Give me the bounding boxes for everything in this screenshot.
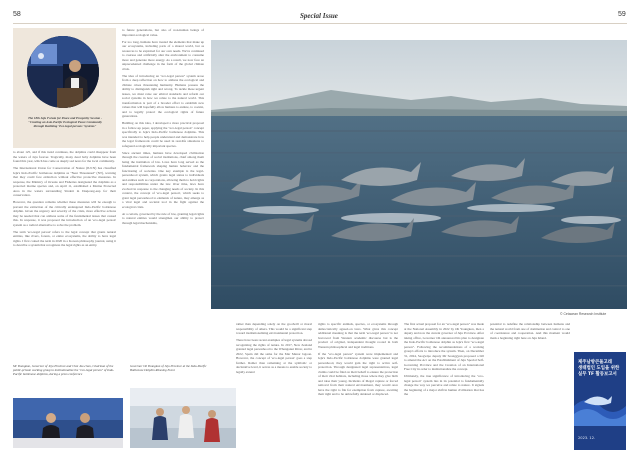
release-event-illustration (130, 388, 236, 448)
paragraph: Building on this idea, I developed a more practical proposal in a follow-up paper, applying the "eco-legal person" concept specifically to Jeju's Indo-Pacific bottlenose dolphins. This was intended to help people understand and demonstrate how the legal framework could be used in real-life situations to safeguard ecologically important species. (122, 121, 204, 148)
dolphin-pod-illustration (211, 40, 627, 309)
paragraph: The first actual proposal for an "eco-legal person" was made at the National Assembly in 2022 by Oh Youngkon, then a deputy and now the current governor of Jeju Province. After taking office, Governor Oh announced his plan to designate the Indo-Pacific bottlenose dolphin as Jeju's first "eco-legal person". Following the recommendations of a working group's efforts to introduce the system. Then, on December 31, 2024, Seogwipo deputy Mr Seonggyun proposed a bill to amend the Act on the Establishment of Jeju Special Self-Governing Province and the Creation of an International Free City in order to institutionalize the concept. (404, 322, 484, 371)
book-title-line: 제주남방큰돌고래 (578, 360, 612, 365)
book-title-line: 생태법인 도입을 위한 (578, 366, 620, 371)
paragraph: The idea of introducing an "eco-legal person" system arose from a deep reflection on how to address the ecological and climate crises threatening humanity. Humans possess the ability to distinguish right and wrong. To tackle these urgent issues, we must raise our ethical standards and reform our social systems in how we relate to the natural world. This transformation is part of a broader effort to establish new values that will hopefully allow humans to endure, to coexist, and to legally protect the ecological rights of future generations. (122, 73, 204, 118)
paragraph: potential to redefine the relationship between humans and the natural world from one of domination and control to one of coexistence and cooperation. And this moment would mark a beginning right here on Jeju Island. (490, 322, 570, 340)
text-column-4 (318, 322, 398, 450)
book-title-line: 실무 TF 활동보고서 (578, 372, 617, 377)
paragraph: to future generations, but also of non-human beings of important ecological value. (122, 28, 204, 37)
paragraph: Since ancient times, humans have developed civilization through the creation of social institutions, chief among them being the institution of law. Laws have long served as the fundamental framework shaping human behavior and the functioning of societies. One key example is the legal-personhood system, which grants legal status to individuals and entities such as corporations, allowing them to hold rights and responsibilities under the law. Over time, laws have evolved in response to the changing needs of society. In this context, the concept of 'eco-legal person', which seeks to grant legal personhood to elements of nature, may emerge as a vital legal and societal tool in the fight against the ecological crisis. (122, 150, 204, 209)
release-caption: Governor Oh Youngkon of Jeju Province at the Indo-Pacific Bottlenose Dolphin Rleasing Event (130, 364, 207, 373)
section-title: Special Issue (300, 12, 338, 20)
portrait-caption: The 18th Jeju Forum for Peace and Prosperity Session - "Creating an Asia-Pacific Ecological Peace Community through Realizing 'Eco-legal persons' Systems" (27, 116, 103, 129)
report-book-cover (574, 352, 626, 450)
book-cover-wave-icon (574, 386, 626, 426)
page-number-left: 58 (13, 11, 21, 18)
text-column-2 (122, 28, 204, 315)
speaker-illustration (27, 36, 99, 108)
text-column-5 (404, 322, 484, 450)
paragraph: However, the question remains whether these measures will be enough to prevent the extinction of the critically endangered Indo-Pacific bottlenose dolphin. Given the urgency and severity of the crisis, more effective actions may be needed that can address some of the fundamental issues that caused this. In response, it was proposed the introduction of an 'eco-legal person' system as a radical alternative to solve the problem. (13, 200, 116, 227)
paragraph: If the "eco-legal person" system were implemented and Jeju's Indo-Pacific bottlenose dolphins were granted legal personhood, they would gain the right to active self-protection. Through designated legal representatives, legal claims could be filed on their behalf to ensure the protection of their vital habitats, including those where they give birth and raise their young. Incidents of illegal capture or forced removal from their natural environment, they would once have the right to file for exemption from capture, awaiting their right and to be unlawfully detained or displaced. (318, 351, 398, 396)
paragraph: Ultimately, the true significance of introducing the "eco-legal person" system lies in its potential to fundamentally change the way we perceive and relate to nature. It signals the beginning of a major shift in human civilization that has the (404, 374, 484, 396)
header-rule (13, 23, 627, 24)
press-conference-photo (13, 398, 123, 448)
text-column-6 (490, 322, 570, 362)
paragraph: For too long, humans have treated the elements that make up our ecosystems, including parts of a shared world, but as resources to be exploited for our own needs. We've continued to overuse and artificially alter the environment to consume more and generate more energy. As a result, we now face an unprecedented challenge in the form of the global climate crisis. (122, 39, 204, 71)
book-title (578, 360, 622, 378)
paragraph: to about 125, and if this trend continues, the dolphins could disappear from the waters of Jeju forever. Tragically, many dead baby dolphins have been found this year, which has come as deeply sad news for the local community. (13, 150, 116, 163)
speaker-photo (27, 36, 99, 108)
portrait-box (13, 28, 116, 148)
text-column-3 (236, 322, 312, 450)
photo-credit: © Cetacean Research Institute (560, 312, 607, 316)
book-date: 2023. 12. (578, 436, 596, 440)
press-conference-illustration (13, 398, 123, 448)
paragraph: The term 'eco-legal person' refers to the legal concept that grants natural entities, like rivers, forests, or entire ecosystems, the ability to have legal rights. I first coined the term in 2020 in a Korean philosophy journal, using it to describe a system that recognizes the legal rights as an entity. (13, 229, 116, 247)
paragraph: rights to specific animals, species, or ecosystems through democratically agreed-on laws. What gives this concept additional meaning is that the term 'eco-legal person' is not borrowed from Western academic discourse but is the product of original, independent thought rooted in both Western philosophical and legal traditions. (318, 322, 398, 349)
paragraph: At a certain, governed by the rule of law, granting legal rights to natural entities would strengthen our ability to protect through legal mechanisms, (122, 211, 204, 225)
paragraph: The International Union for Conservation of Nature (IUCN) has classified Jeju's Indo-Pacific bottlenose dolphins as "Near Threatened" (NT), warning that they could face extinction without effective protective measures. In response, the Ministry of Oceans and Fisheries designated the dolphins as a protected marine species and, on April 11, established a Marine Protected Area in the waters surrounding Sinderi in Daejeong-eup for their conservation. (13, 166, 116, 197)
text-column-1 (13, 150, 116, 315)
release-event-photo (130, 388, 236, 448)
forum-caption: Mr Youngkon, Governor of Jeju Province and Choi Jae-chun, Chairman of the public-private working group to institutionalize the "eco-legal person" of Indo-Pacific bottlenose dolphins, during a press conference (13, 364, 115, 377)
dolphin-photo (211, 40, 627, 309)
page-number-right: 59 (618, 11, 626, 18)
paragraph: rather than depending solely on the goodwill or moral responsibility of others. This would be a significant step toward institutionalizing environmental protection. (236, 322, 312, 335)
paragraph: There have been recent examples of legal systems abroad recognizing the rights of nature. In 2017, New Zealand granted legal personhood to the Whanganui River, and in 2022, Spain did the same for the Mar Menor lagoon. However, the concept of 'eco-legal person' goes a step further. Rather than remaining at the symbolic or declarative level, it serves as a means to enable society to legally extend (236, 338, 312, 374)
